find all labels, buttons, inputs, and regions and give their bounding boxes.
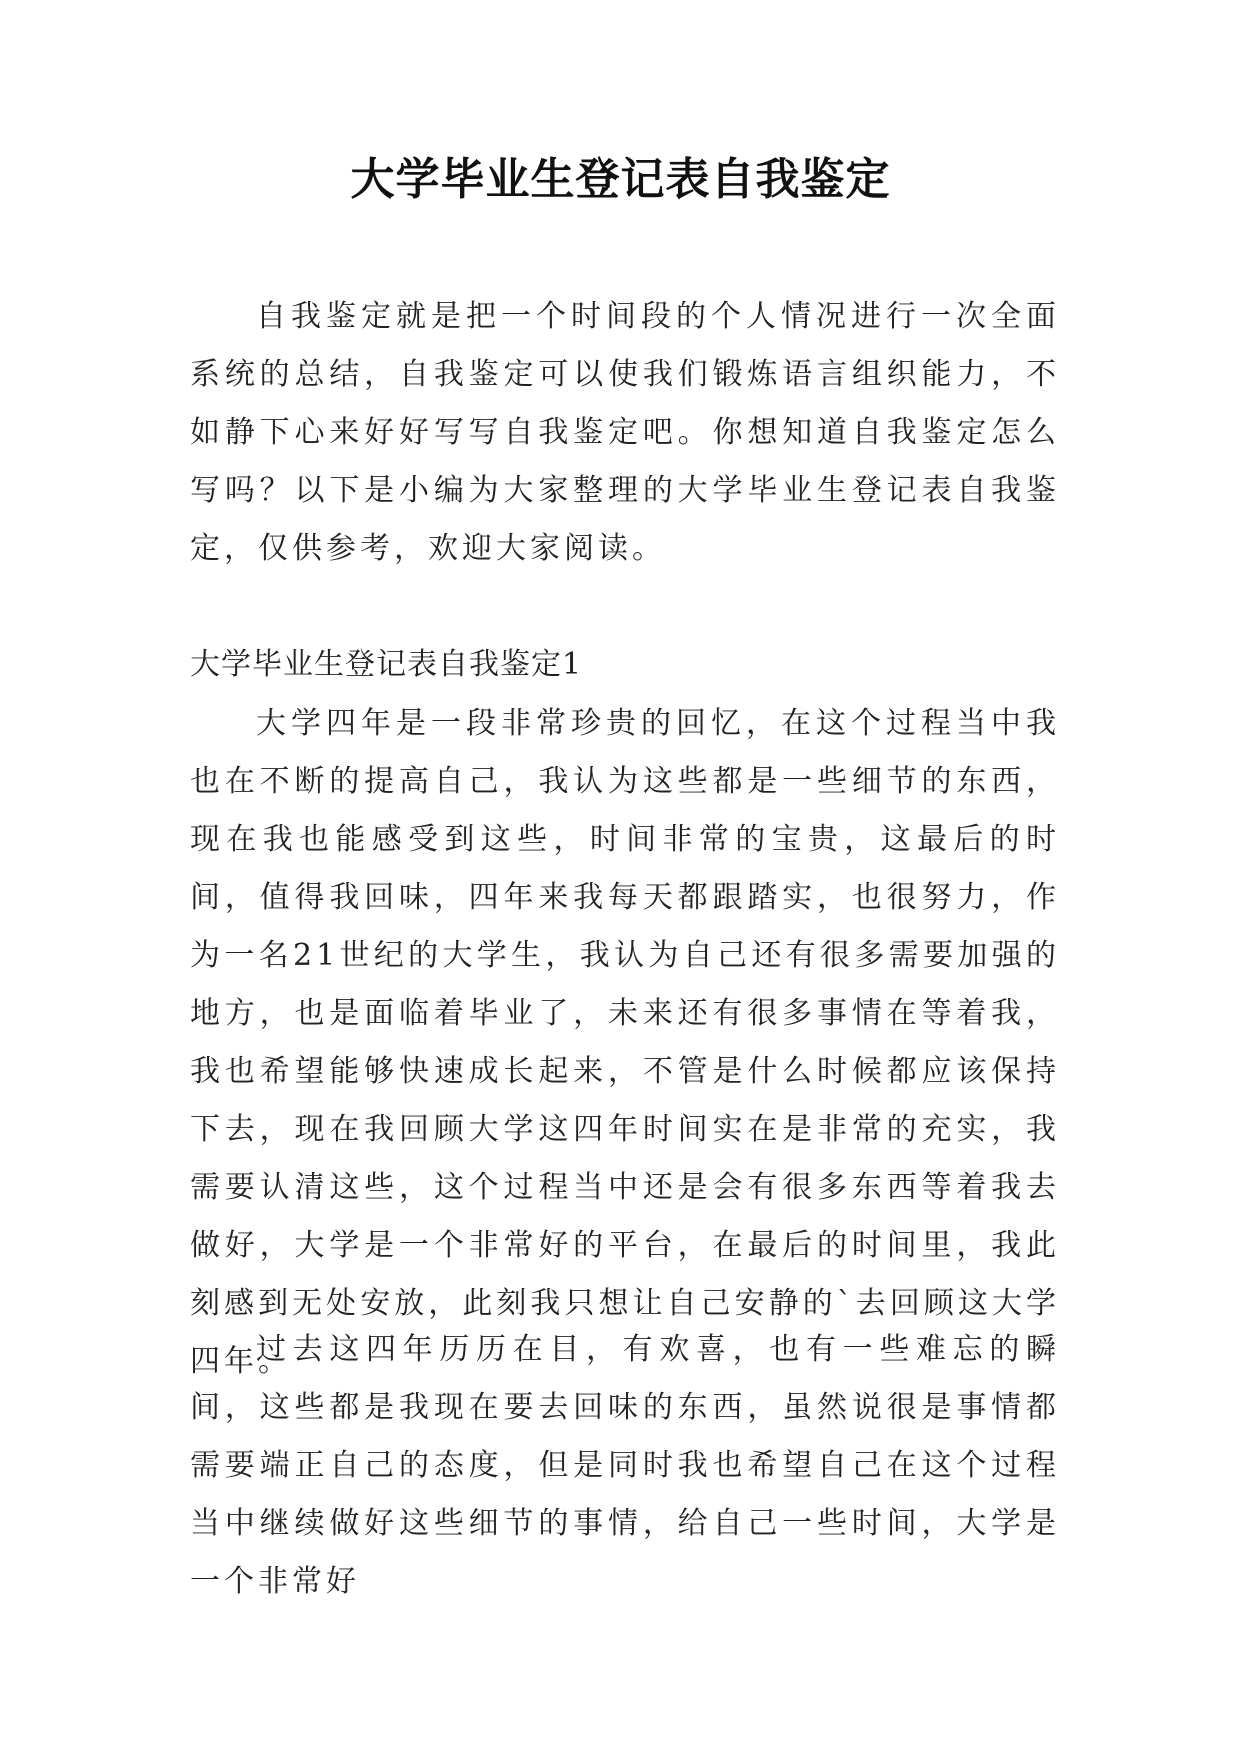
body-paragraph-2: 过去这四年历历在目，有欢喜，也有一些难忘的瞬间，这些都是我现在要去回味的东西，虽然说很是事情都需要端正自己的态度，但是同时我也希望自己在这个过程当中继续做好这些细节的事情，给自己一些时间，大学是一个非常好 [190,1332,1060,1599]
document-title: 大学毕业生登记表自我鉴定 [350,154,891,205]
section-heading: 大学毕业生登记表自我鉴定1 [190,647,583,682]
intro-paragraph: 自我鉴定就是把一个时间段的个人情况进行一次全面系统的总结，自我鉴定可以使我们锻炼语言组织能力，不如静下心来好好写写自我鉴定吧。你想知道自我鉴定怎么写吗？以下是小编为大家整理的大学毕业生登记表自我鉴定，仅供参考，欢迎大家阅读。 [190,299,1060,566]
body-paragraph-1: 大学四年是一段非常珍贵的回忆，在这个过程当中我也在不断的提高自己，我认为这些都是一些细节的东西，现在我也能感受到这些，时间非常的宝贵，这最后的时间，值得我回味，四年来我每天都跟踏实，也很努力，作为一名21世纪的大学生，我认为自己还有很多需要加强的地方，也是面临着毕业了，未来还有很多事情在等着我，我也希望能够快速成长起来，不管是什么时候都应该保持下去，现在我回顾大学这四年时间实在是非常的充实，我需要认清这些，这个过程当中还是会有很多东西等着我去做好，大学是一个非常好的平台，在最后的时间里，我此刻感到无处安放，此刻我只想让自己安静的`去回顾这大学四年。 [190,706,1060,1379]
